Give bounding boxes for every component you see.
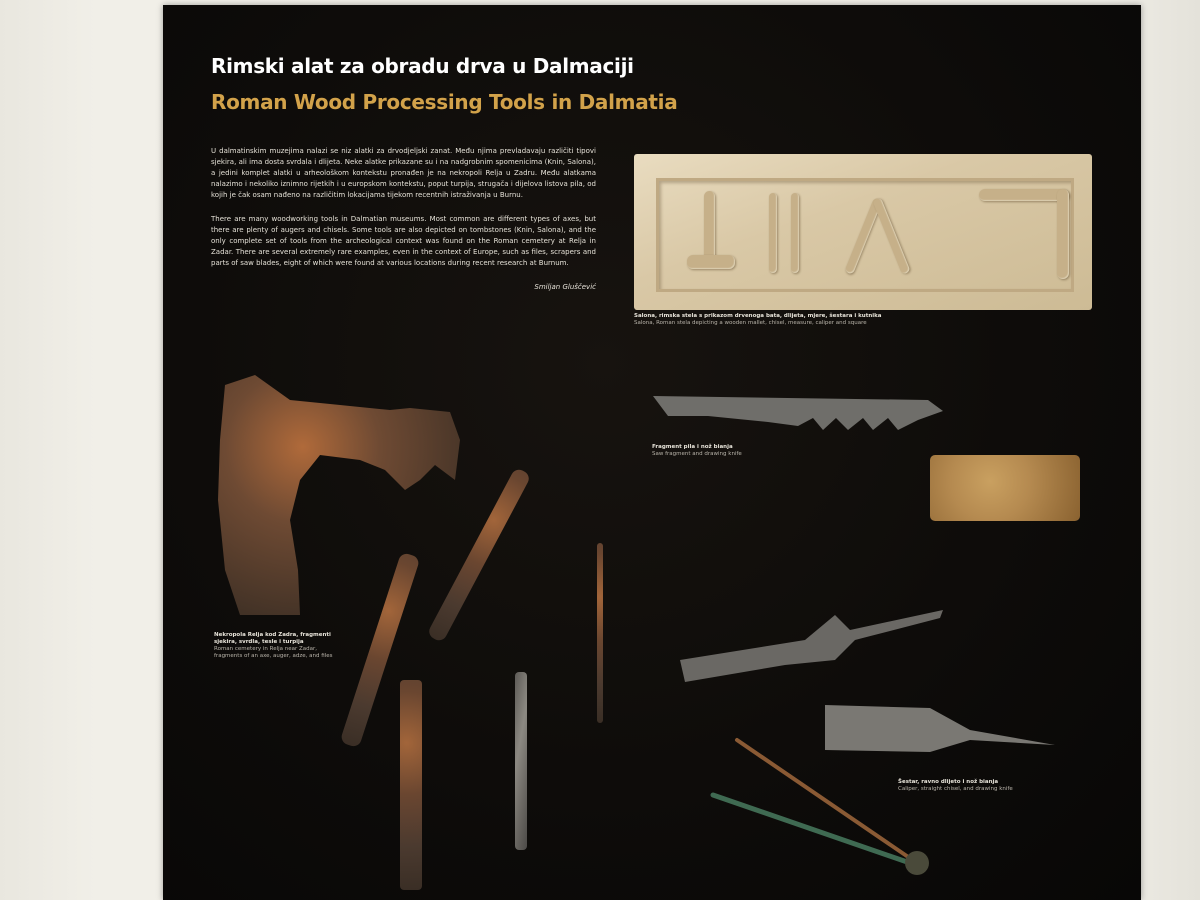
saw-caption	[652, 444, 802, 458]
mallet-handle-carving	[704, 191, 715, 261]
author-name: Smiljan Gluščević	[534, 283, 596, 291]
caliper-image	[705, 735, 945, 880]
measure-carving	[791, 193, 799, 273]
mallet-head-carving	[687, 255, 735, 269]
intro-text-english: There are many woodworking tools in Dalmatian museums. Most common are different types of axes, but there are plenty of augers and chisels. Some tools are also depicted on tombstones (Knin, Salona), and the only complete set of tools from the archeological context was found on the Roman cemetery at Relja in Zadar. There are several extremely rare examples, even in the context of Europe, such as files, scrapers and parts of saw blades, eight of which were found at various locations during recent research at Burnum.	[211, 215, 596, 267]
stela-caption	[634, 313, 1094, 327]
saw-fragment-image	[648, 386, 948, 436]
narrow-chisel-image	[515, 672, 527, 850]
saw-caption-english: Saw fragment and drawing knife	[652, 451, 742, 457]
chisel-carving	[769, 193, 777, 273]
stela-caption-english: Salona, Roman stela depicting a wooden mallet, chisel, measure, caliper and square	[634, 320, 867, 326]
stela-relief-image	[634, 154, 1092, 310]
caliper-leg-lower	[713, 795, 910, 863]
caliper-leg-upper	[737, 740, 917, 863]
saw-caption-croatian: Fragment pila i nož bianja	[652, 444, 733, 450]
relja-caption-croatian: Nekropola Relja kod Zadra, fragmenti sjekira, svrdla, tesle i turpija	[214, 632, 331, 645]
relja-caption	[214, 632, 344, 660]
caliper-caption-croatian: Šestar, ravno dlijeto i nož bianja	[898, 779, 999, 785]
panel-title-english: Roman Wood Processing Tools in Dalmatia	[211, 90, 678, 114]
file-fragment-image	[400, 680, 422, 890]
square-top-carving	[979, 189, 1069, 201]
drawing-knife-blade	[680, 610, 943, 682]
axe-fragment-image	[210, 370, 470, 620]
whetstone-plate-image	[930, 455, 1080, 521]
panel-title-croatian: Rimski alat za obradu drva u Dalmaciji	[211, 54, 634, 78]
caliper-caption-english: Caliper, straight chisel, and drawing knife	[898, 786, 1013, 792]
drawing-knife-image	[675, 600, 950, 690]
relja-caption-english: Roman cemetery in Relja near Zadar, fragments of an axe, auger, adze, and files	[214, 646, 333, 659]
thin-file-image	[597, 543, 603, 723]
square-side-carving	[1057, 189, 1069, 279]
saw-blade	[653, 396, 943, 430]
caliper-pivot	[905, 851, 929, 875]
stela-caption-croatian: Salona, rimska stela s prikazom drvenoga bata, dlijeta, mjere, šestara i kutnika	[634, 313, 882, 319]
intro-text-croatian: U dalmatinskim muzejima nalazi se niz alatki za drvodjeljski zanat. Među njima prevladavaju različiti tipovi sjekira, ali ima dosta svrdala i dlijeta. Neke alatke prikazane su i na nadgrobnim spomenicima (Knin, Salona), a jedini komplet alatki u arheološkom kontekstu pronađen je na nekropoli Relja u Zadru. Među alatkama nalazimo i nekoliko iznimno rijetkih i u europskom kontekstu, poput turpija, strugača i dijelova listova pila, od kojih je čak osam nađeno na različitim lokacijama tijekom recentnih istraživanja u Burnu.	[211, 147, 596, 199]
caliper-leg-right-carving	[872, 197, 910, 275]
axe-head	[218, 375, 460, 615]
stela-frame	[656, 178, 1074, 292]
